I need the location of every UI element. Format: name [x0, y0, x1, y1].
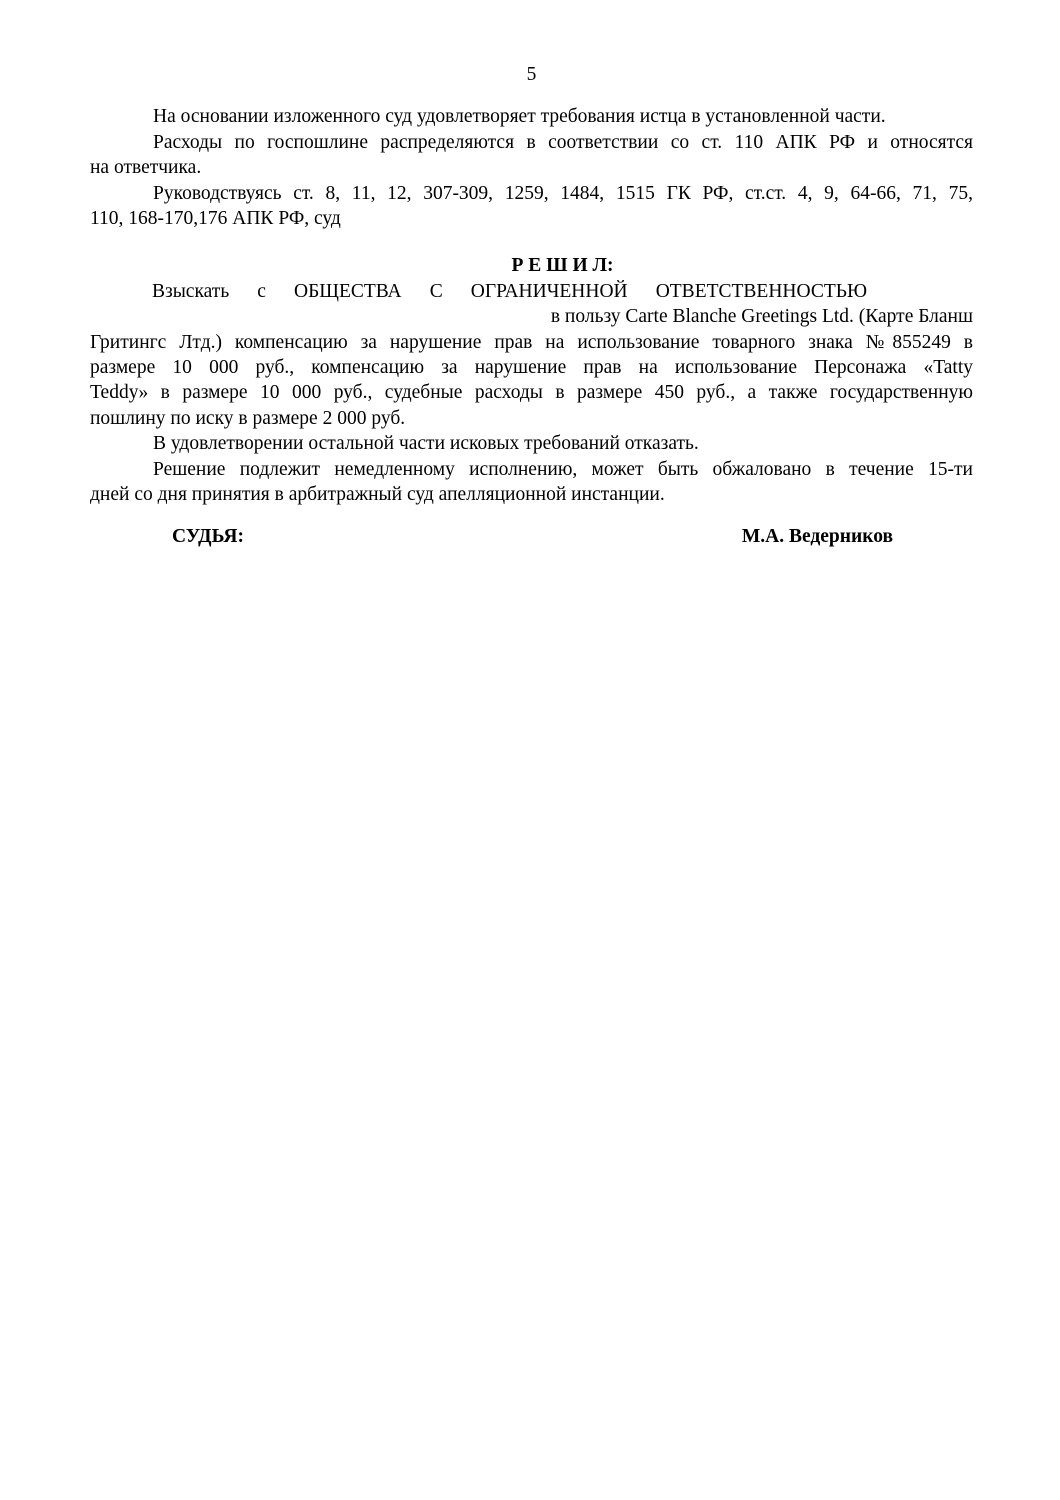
signature-row — [90, 524, 973, 549]
spacer — [90, 508, 973, 524]
paragraph-costs-line1: Расходы по госпошлине распределяются в соответствии со ст. 110 АПК РФ и относятся — [153, 131, 973, 153]
ruling-line-4: размере 10 000 руб., компенсацию за нарушение прав на использование Персонажа «Tatty — [90, 357, 973, 379]
document-page — [90, 62, 973, 549]
paragraph-enforcement-line2: дней со дня принятия в арбитражный суд апелляционной инстанции. — [90, 484, 665, 506]
paragraph-costs-line2: на ответчика. — [90, 157, 202, 179]
ruling-line-1: Взыскать с ОБЩЕСТВА С ОГРАНИЧЕННОЙ ОТВЕТСТВЕННОСТЬЮ — [152, 280, 867, 302]
ruling-line-2: в пользу Carte Blanche Greetings Ltd. (Карте Бланш — [550, 306, 973, 328]
paragraph-guided-line1: Руководствуясь ст. 8, 11, 12, 307-309, 1259, 1484, 1515 ГК РФ, ст.ст. 4, 9, 64-66, 71, 75, — [153, 182, 973, 204]
ruling-line-3: Гритингс Лтд.) компенсацию за нарушение прав на использование товарного знака №855249 в — [90, 331, 973, 353]
ruling-line-5: Teddy» в размере 10 000 руб., судебные расходы в размере 450 руб., а также государственную — [90, 382, 973, 404]
judge-name: М.А. Ведерников — [741, 525, 893, 547]
paragraph-basis: На основании изложенного суд удовлетворяет требования истца в установленной части. — [153, 106, 886, 128]
ruling-heading: Р Е Ш И Л: — [511, 255, 614, 277]
spacer — [90, 231, 973, 253]
judge-label: СУДЬЯ: — [172, 525, 245, 547]
paragraph-denial: В удовлетворении остальной части исковых требований отказать. — [153, 433, 699, 455]
paragraph-guided-line2: 110, 168-170,176 АПК РФ, суд — [90, 208, 341, 230]
page-number: 5 — [526, 64, 537, 85]
spacer — [90, 87, 973, 104]
ruling-line-6: пошлину по иску в размере 2 000 руб. — [90, 407, 406, 429]
paragraph-enforcement-line1: Решение подлежит немедленному исполнению, может быть обжаловано в течение 15-ти — [153, 458, 973, 480]
